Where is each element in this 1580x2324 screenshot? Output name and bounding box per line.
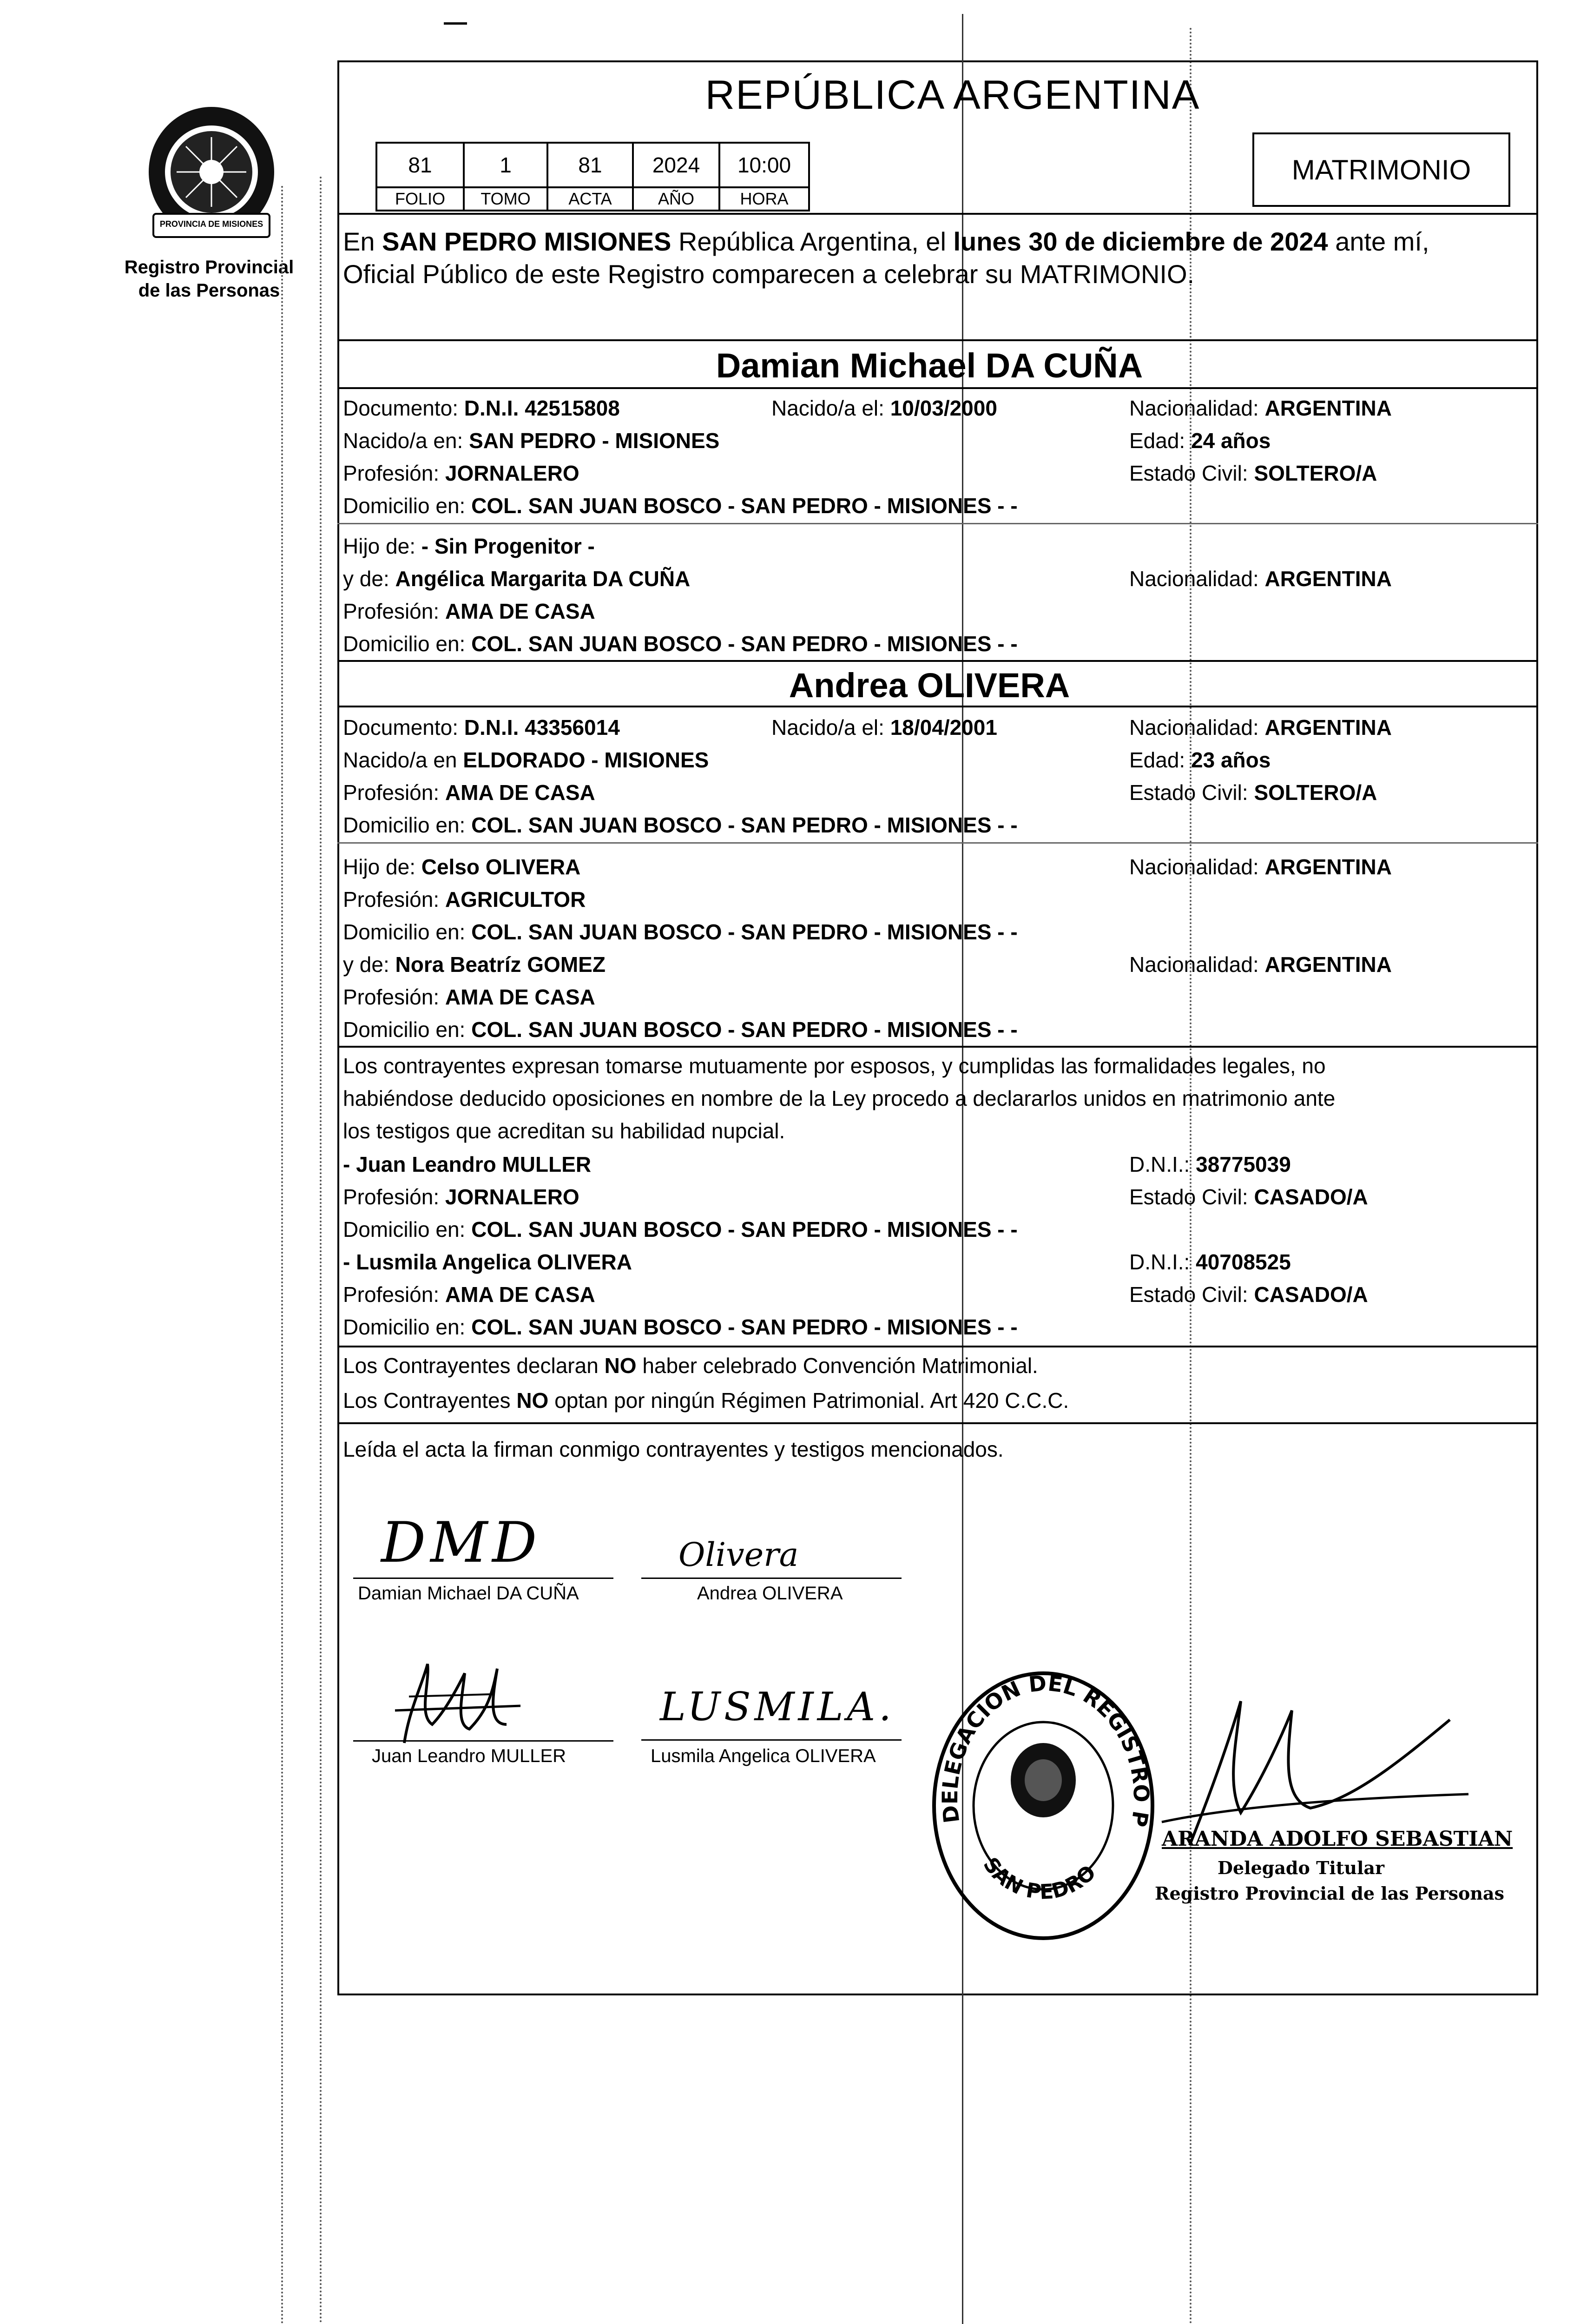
province-logo	[135, 91, 288, 249]
witness1-name: - Juan Leandro MULLER	[343, 1152, 592, 1176]
anio-label: AÑO	[632, 186, 720, 211]
hora-label: HORA	[718, 186, 810, 211]
spouse2-age: Edad: 23 años	[1129, 748, 1271, 772]
svg-text:SAN PEDRO	[978, 1853, 1100, 1904]
spouse1-prof: Profesión: JORNALERO	[343, 461, 579, 485]
declaration-line1: Los contrayentes expresan tomarse mutuamente por esposos, y cumplidas las formalidades legales, no	[343, 1054, 1326, 1078]
rule-spouse2-top	[337, 660, 1538, 662]
signature-spouse1-name: Damian Michael DA CUÑA	[358, 1583, 579, 1604]
logo-text: PROVINCIA DE MISIONES	[159, 219, 263, 229]
seal-text: DELEGACION DEL REGISTRO PROVINCIAL DE LAS PERSONAS	[918, 1649, 1154, 1829]
closing-text: Leída el acta la firman conmigo contrayentes y testigos mencionados.	[343, 1437, 1004, 1461]
spouse2-place: Nacido/a en ELDORADO - MISIONES	[343, 748, 709, 772]
margin-dots-right	[320, 177, 322, 2324]
spouse2-civil: Estado Civil: SOLTERO/A	[1129, 780, 1377, 805]
witness2-dni: D.N.I.: 40708525	[1129, 1250, 1291, 1274]
top-dash	[444, 22, 467, 25]
convention-line2: Los Contrayentes NO optan por ningún Régimen Patrimonial. Art 420 C.C.C.	[343, 1388, 1069, 1413]
signature-witness1-name: Juan Leandro MULLER	[372, 1746, 566, 1766]
official-seal	[918, 1649, 1159, 1943]
witness2-dom: Domicilio en: COL. SAN JUAN BOSCO - SAN PEDRO - MISIONES - -	[343, 1315, 1018, 1339]
spouse2-parent2-nat: Nacionalidad: ARGENTINA	[1129, 952, 1392, 977]
acta-label: ACTA	[546, 186, 634, 211]
rule-spouse1-parents	[337, 523, 1538, 524]
rule-conventions	[337, 1346, 1538, 1347]
rule-intro	[337, 339, 1538, 341]
spouse1-parent2-dom: Domicilio en: COL. SAN JUAN BOSCO - SAN PEDRO - MISIONES - -	[343, 632, 1018, 656]
acta-value: 81	[546, 142, 634, 188]
official-role: Delegado Titular	[1218, 1857, 1385, 1878]
seal-bottom-text: SAN PEDRO	[978, 1853, 1101, 1904]
folio-value: 81	[375, 142, 465, 188]
spouse2-nat: Nacionalidad: ARGENTINA	[1129, 715, 1392, 739]
signature-witness1	[353, 1655, 613, 1748]
spouse1-parent2-prof: Profesión: AMA DE CASA	[343, 599, 595, 623]
witness1-civil: Estado Civil: CASADO/A	[1129, 1185, 1368, 1209]
rule-declaration	[337, 1046, 1538, 1048]
spouse1-age: Edad: 24 años	[1129, 429, 1271, 453]
rule-spouse2-parents	[337, 842, 1538, 844]
spouse2-parent2: y de: Nora Beatríz GOMEZ	[343, 952, 606, 977]
rule-header	[337, 213, 1538, 215]
witness2-prof: Profesión: AMA DE CASA	[343, 1282, 595, 1307]
witness1-prof: Profesión: JORNALERO	[343, 1185, 579, 1209]
spouse2-parent2-dom: Domicilio en: COL. SAN JUAN BOSCO - SAN PEDRO - MISIONES - -	[343, 1017, 1018, 1042]
spouse1-parent1: Hijo de: - Sin Progenitor -	[343, 534, 595, 558]
spouse1-dom: Domicilio en: COL. SAN JUAN BOSCO - SAN PEDRO - MISIONES - -	[343, 494, 1018, 518]
spouse2-parent1: Hijo de: Celso OLIVERA	[343, 855, 581, 879]
rule-spouse1	[337, 387, 1538, 389]
anio-value: 2024	[632, 142, 720, 188]
official-signature-scribble	[1134, 1692, 1496, 1850]
official-signature	[1134, 1692, 1496, 1850]
folio-label: FOLIO	[375, 186, 465, 211]
official-org: Registro Provincial de las Personas	[1155, 1883, 1505, 1904]
registry-line2: de las Personas	[138, 280, 280, 301]
tomo-label: TOMO	[463, 186, 548, 211]
tomo-value: 1	[463, 142, 548, 188]
record-header-table	[375, 142, 810, 211]
spouse1-name: Damian Michael DA CUÑA	[716, 346, 1143, 385]
spouse2-parent1-prof: Profesión: AGRICULTOR	[343, 887, 586, 911]
declaration-line3: los testigos que acreditan su habilidad nupcial.	[343, 1119, 785, 1143]
signature-spouse2-name: Andrea OLIVERA	[697, 1583, 843, 1604]
spouse1-civil: Estado Civil: SOLTERO/A	[1129, 461, 1377, 485]
intro-line2: Oficial Público de este Registro comparecen a celebrar su MATRIMONIO.	[343, 259, 1195, 289]
spouse1-born: Nacido/a el: 10/03/2000	[771, 396, 997, 420]
act-type-box: MATRIMONIO	[1252, 132, 1510, 207]
spouse2-dom: Domicilio en: COL. SAN JUAN BOSCO - SAN PEDRO - MISIONES - -	[343, 813, 1018, 837]
spouse2-prof: Profesión: AMA DE CASA	[343, 780, 595, 805]
spouse2-name: Andrea OLIVERA	[789, 666, 1070, 705]
signature-spouse2	[641, 1534, 902, 1580]
declaration-line2: habiéndose deducido oposiciones en nombre de la Ley procedo a declararlos unidos en matrimonio ante	[343, 1086, 1336, 1110]
hora-value: 10:00	[718, 142, 810, 188]
spouse1-doc: Documento: D.N.I. 42515808	[343, 396, 620, 420]
spouse2-parent1-nat: Nacionalidad: ARGENTINA	[1129, 855, 1392, 879]
spouse2-born: Nacido/a el: 18/04/2001	[771, 715, 997, 739]
spouse2-parent2-prof: Profesión: AMA DE CASA	[343, 985, 595, 1009]
page-title: REPÚBLICA ARGENTINA	[705, 72, 1200, 118]
witness2-name: - Lusmila Angelica OLIVERA	[343, 1250, 632, 1274]
witness2-civil: Estado Civil: CASADO/A	[1129, 1282, 1368, 1307]
signature-spouse1	[353, 1511, 613, 1580]
intro-line1: En SAN PEDRO MISIONES República Argentina, el lunes 30 de diciembre de 2024 ante mí,	[343, 227, 1429, 256]
spouse1-place: Nacido/a en: SAN PEDRO - MISIONES	[343, 429, 720, 453]
rule-closing	[337, 1422, 1538, 1424]
signature-spouse2-scribble: Olivera	[678, 1536, 799, 1574]
registry-line1: Registro Provincial	[124, 257, 294, 277]
spouse1-nat: Nacionalidad: ARGENTINA	[1129, 396, 1392, 420]
signature-witness1-scribble	[353, 1655, 613, 1748]
witness1-dni: D.N.I.: 38775039	[1129, 1152, 1291, 1176]
official-name: ARANDA ADOLFO SEBASTIAN	[1162, 1827, 1513, 1851]
convention-line1: Los Contrayentes declaran NO haber celebrado Convención Matrimonial.	[343, 1353, 1038, 1378]
spouse2-parent1-dom: Domicilio en: COL. SAN JUAN BOSCO - SAN PEDRO - MISIONES - -	[343, 920, 1018, 944]
signature-witness2	[641, 1684, 902, 1741]
signature-witness2-scribble: LUSMILA.	[660, 1684, 895, 1730]
witness1-dom: Domicilio en: COL. SAN JUAN BOSCO - SAN PEDRO - MISIONES - -	[343, 1217, 1018, 1241]
spouse1-parent2: y de: Angélica Margarita DA CUÑA	[343, 567, 691, 591]
spouse2-doc: Documento: D.N.I. 43356014	[343, 715, 620, 739]
spouse1-parent2-nat: Nacionalidad: ARGENTINA	[1129, 567, 1392, 591]
rule-spouse2	[337, 706, 1538, 707]
signature-spouse1-scribble: DMD	[381, 1511, 542, 1575]
margin-dots-left	[281, 186, 283, 2324]
signature-witness2-name: Lusmila Angelica OLIVERA	[651, 1746, 876, 1766]
